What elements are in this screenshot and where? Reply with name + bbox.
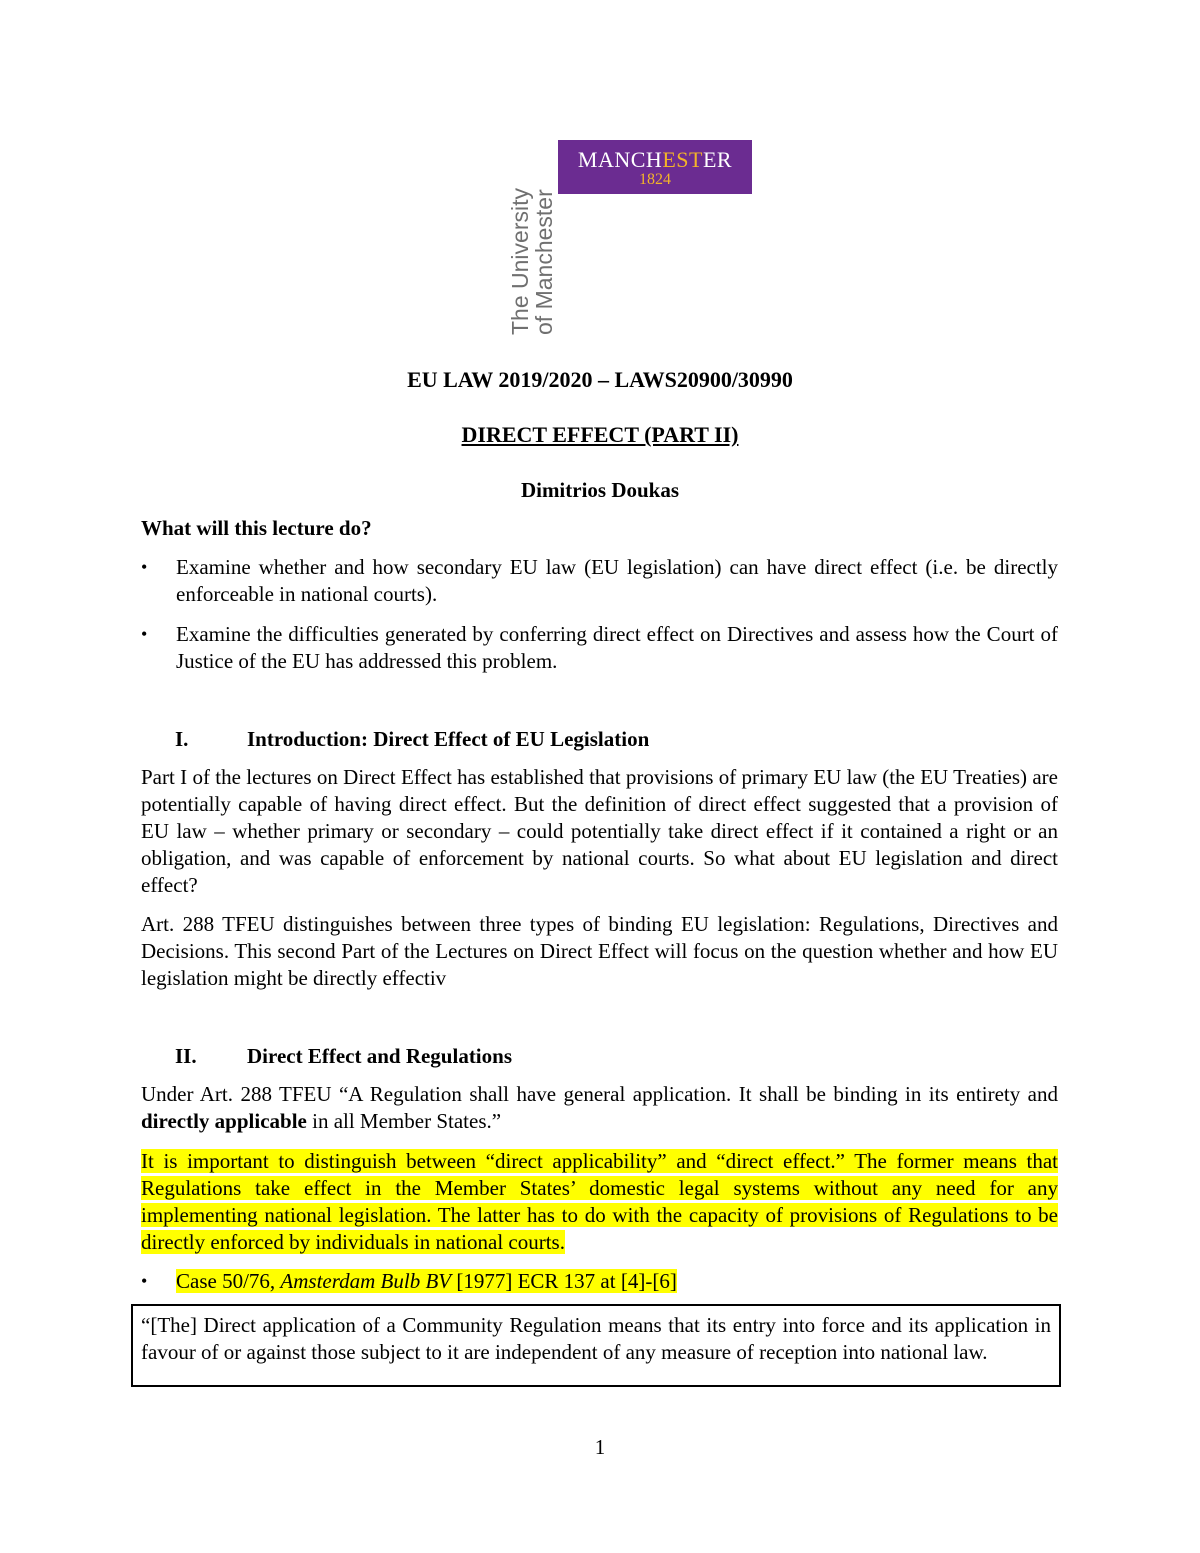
section-heading	[175, 726, 1055, 753]
list-item	[141, 621, 1058, 675]
page-number: 1	[594, 1435, 606, 1459]
paragraph: Part I of the lectures on Direct Effect has established that provisions of primary EU law (the EU Treaties) are potentially capable of having direct effect. But the definition of direct effect suggested that a provision of EU law – whether primary or secondary – could potentially take direct effect if it contained a right or an obligation, and was capable of enforcement by national courts. So what about EU legislation and direct effect?	[141, 765, 1058, 897]
bold-term: directly applicable	[141, 1109, 307, 1133]
section-heading	[175, 1043, 1055, 1070]
bullet-marker: •	[141, 557, 148, 577]
section-title: Direct Effect and Regulations	[247, 1044, 512, 1068]
paragraph: Under Art. 288 TFEU “A Regulation shall have general application. It shall be binding in its entirety and directly applicable in all Member States.”	[141, 1082, 1058, 1133]
intro-question: What will this lecture do?	[141, 516, 372, 540]
bullet-text: Examine the difficulties generated by conferring direct effect on Directives and assess how the Court of Justice of the EU has addressed this problem.	[176, 622, 1058, 673]
logo-year: 1824	[639, 171, 671, 188]
logo-wordmark: MANCHESTER	[577, 147, 733, 172]
section-number: I.	[175, 727, 189, 751]
document-title: EU LAW 2019/2020 – LAWS20900/30990	[407, 367, 793, 392]
document-subtitle: DIRECT EFFECT (PART II)	[461, 422, 739, 447]
highlighted-paragraph: It is important to distinguish between “direct applicability” and “direct effect.” The former means that Regulations take effect in the Member States’ domestic legal systems without any need for any implementing national legislation. The latter has to do with the capacity of provisions of Regulations to be directly enforced by individuals in national courts.	[141, 1149, 1058, 1254]
case-citation: • Case 50/76, Amsterdam Bulb BV [1977] ECR 137 at [4]-[6]	[141, 1269, 677, 1293]
logo-vertical-text: The University of Manchester	[507, 188, 557, 335]
bullet-marker: •	[141, 1271, 148, 1291]
paragraph: Art. 288 TFEU distinguishes between three types of binding EU legislation: Regulations, Directives and Decisions. This second Part of the Lectures on Direct Effect will focus on the question whether and how EU legislation might be directly effectiv	[141, 912, 1058, 990]
section-title: Introduction: Direct Effect of EU Legislation	[247, 727, 650, 751]
bullet-marker: •	[141, 624, 148, 644]
bullet-text: Examine whether and how secondary EU law (EU legislation) can have direct effect (i.e. be directly enforceable in national courts).	[176, 555, 1058, 606]
university-logo	[558, 140, 752, 194]
section-number: II.	[175, 1044, 197, 1068]
list-item	[141, 554, 1058, 608]
quote-box: “[The] Direct application of a Community Regulation means that its entry into force and its application in favour of or against those subject to it are independent of any measure of reception into national law.	[131, 1304, 1061, 1387]
case-name: Amsterdam Bulb BV	[280, 1269, 452, 1293]
author-name: Dimitrios Doukas	[520, 478, 680, 502]
